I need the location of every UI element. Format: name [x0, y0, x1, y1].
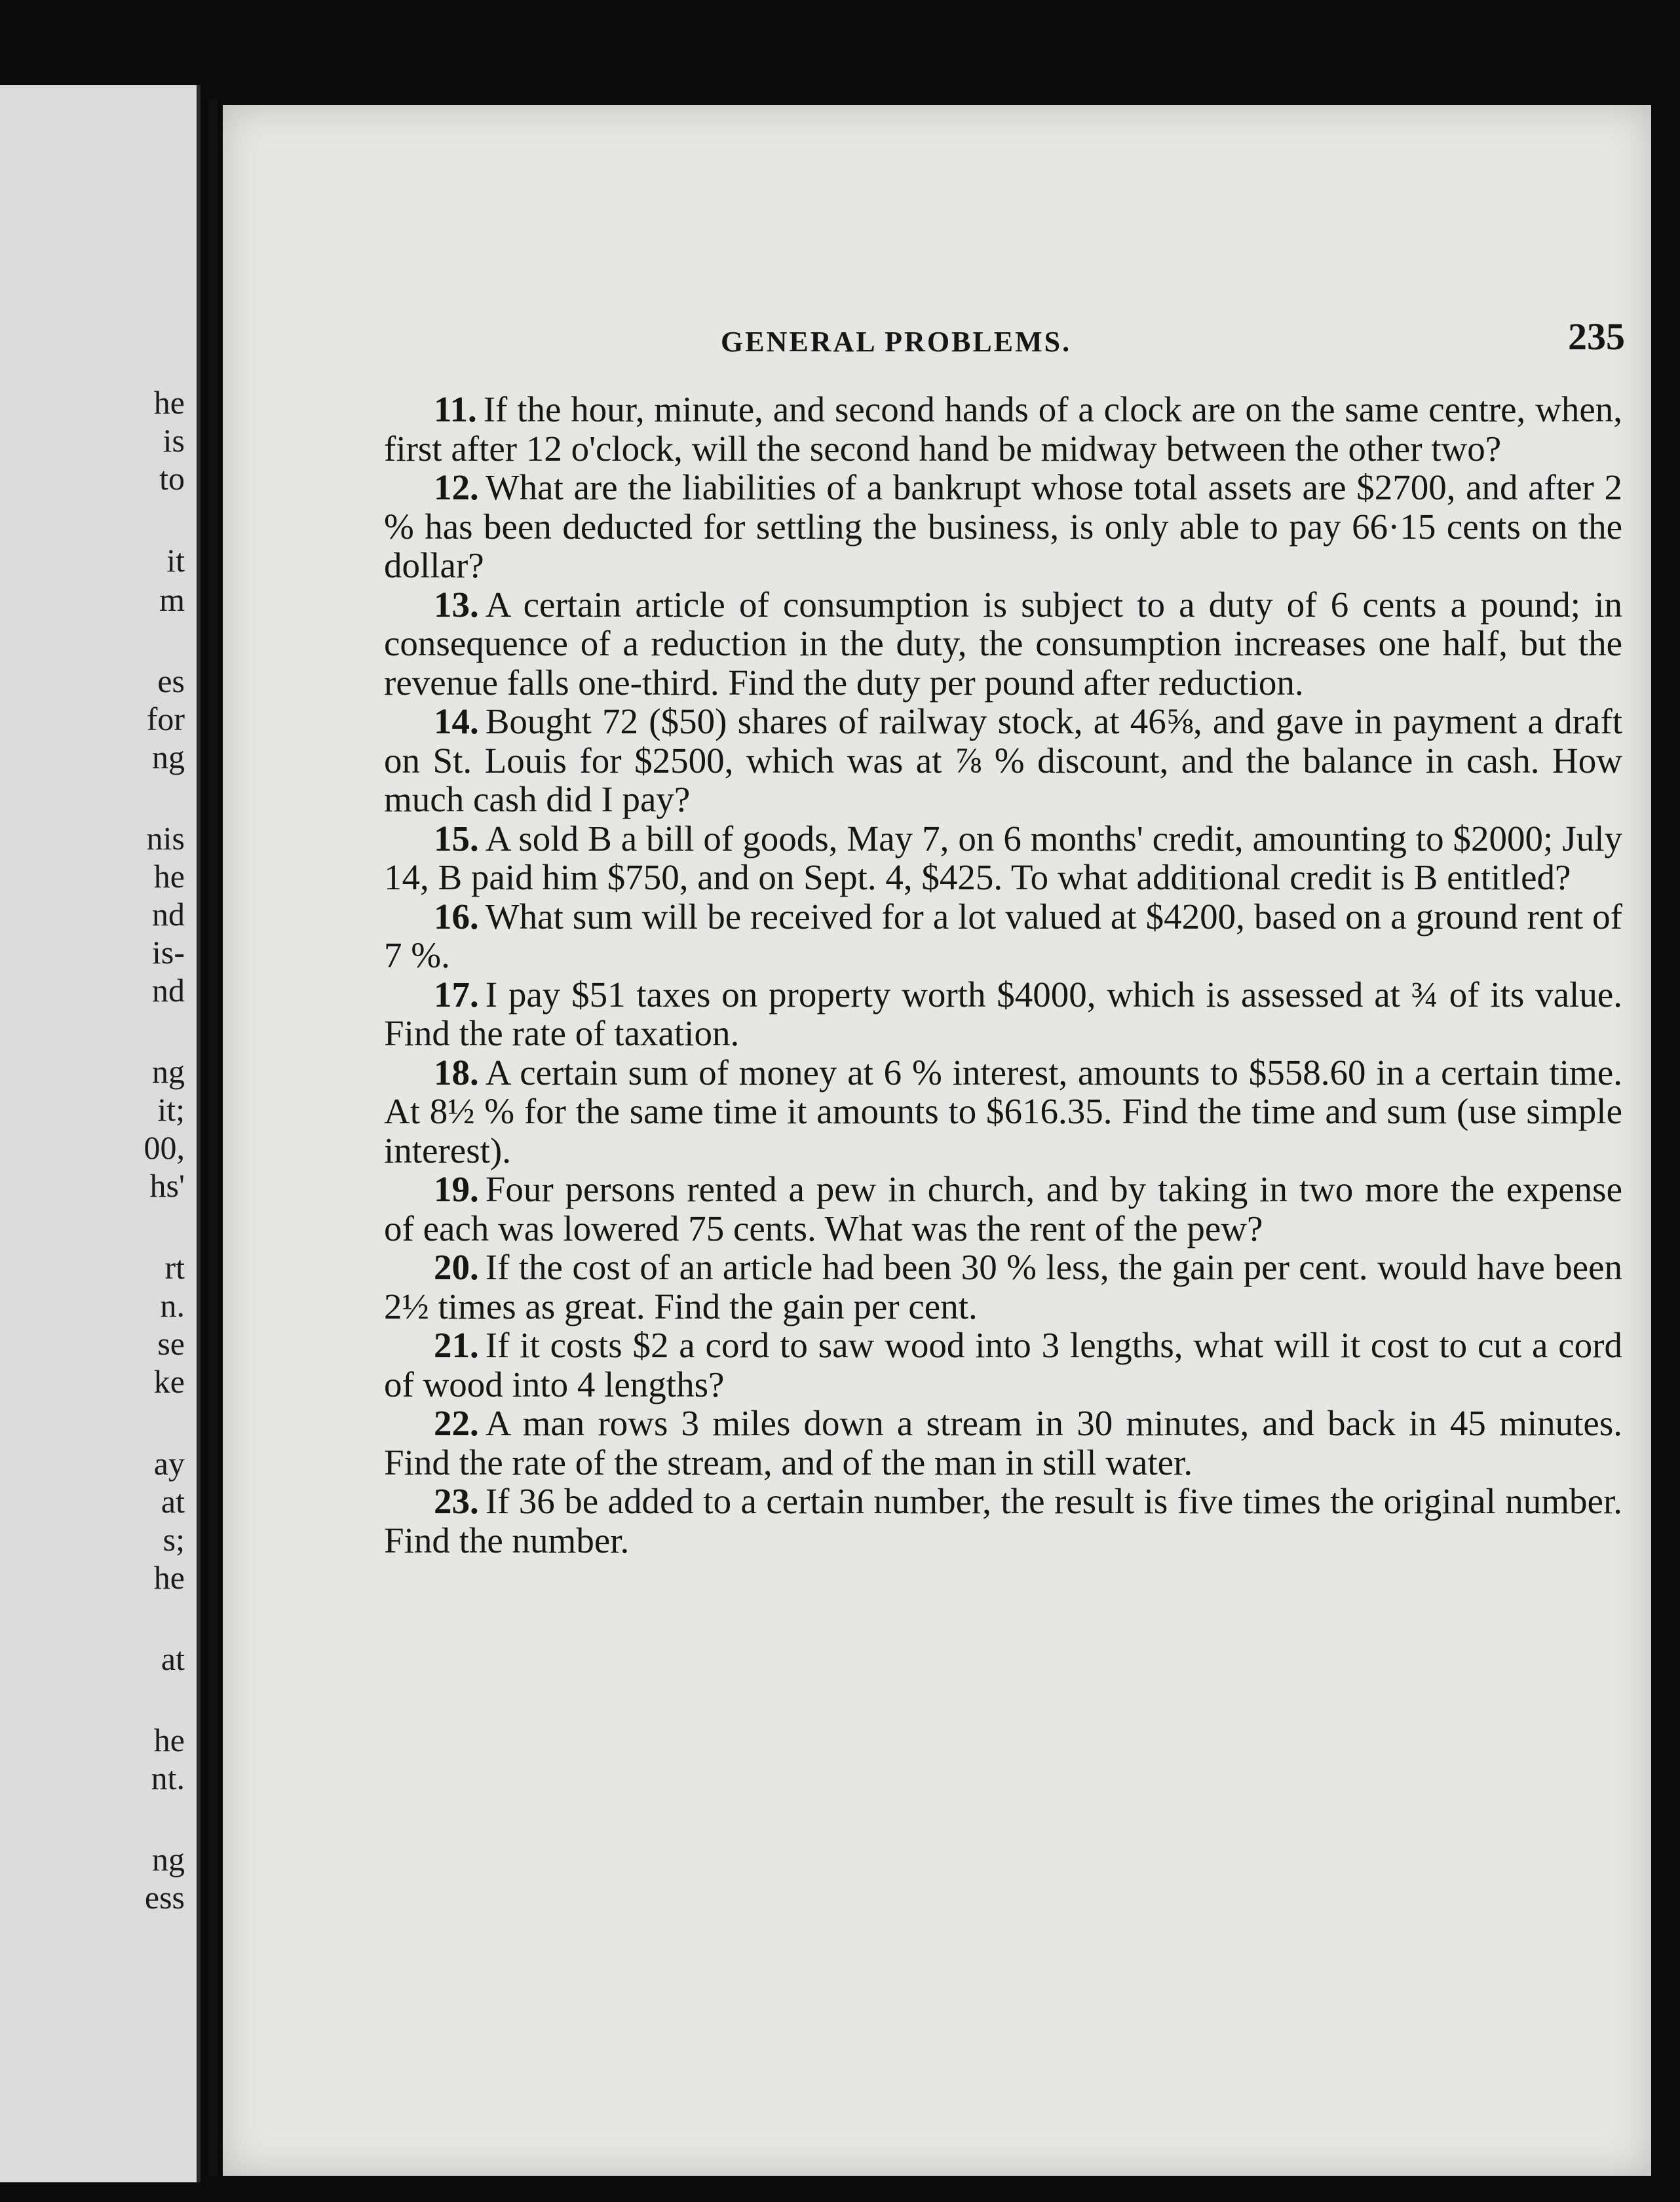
left-fragment: he	[153, 384, 185, 421]
left-fragment: nis	[146, 820, 185, 857]
problem-text: A sold B a bill of goods, May 7, on 6 months' credit, amounting to $2000; July 14, B paid him $750, and on Sept. 4, $425. To what additional credit is B entitled?	[384, 818, 1622, 897]
problem-number: 15.	[434, 818, 479, 859]
left-fragment: m	[159, 581, 185, 618]
left-fragment: ng	[152, 1841, 185, 1878]
problem-text: If the hour, minute, and second hands of a clock are on the same centre, when, first after 12 o'clock, will the second hand be midway between the other two?	[384, 389, 1622, 469]
problem-number: 16.	[434, 896, 479, 937]
left-fragment: at	[161, 1640, 185, 1677]
left-fragment: ng	[152, 1053, 185, 1090]
problem-number: 22.	[434, 1403, 479, 1443]
problem-item	[384, 585, 1622, 703]
left-fragment: es	[157, 663, 185, 699]
left-fragment: nt.	[151, 1760, 185, 1796]
problem-number: 12.	[434, 467, 479, 507]
page-header	[721, 312, 1625, 371]
left-fragment: ess	[144, 1879, 185, 1916]
left-fragment: at	[161, 1483, 185, 1520]
problem-item	[384, 1482, 1622, 1560]
problem-number: 20.	[434, 1247, 479, 1287]
problem-item	[384, 897, 1622, 975]
left-fragment: for	[146, 701, 185, 737]
left-fragment: he	[153, 1722, 185, 1758]
left-fragment: se	[157, 1325, 185, 1362]
problem-text: A man rows 3 miles down a stream in 30 minutes, and back in 45 minutes. Find the rate of the stream, and of the man in still water.	[384, 1403, 1622, 1482]
problem-number: 18.	[434, 1052, 479, 1092]
left-fragment: s;	[162, 1521, 185, 1558]
problem-item	[384, 390, 1622, 468]
problem-text: Four persons rented a pew in church, and by taking in two more the expense of each was lowered 75 cents. What was the rent of the pew?	[384, 1169, 1622, 1248]
problem-number: 14.	[434, 701, 479, 741]
running-title: GENERAL PROBLEMS.	[721, 326, 1072, 358]
left-fragment: nd	[152, 972, 185, 1009]
book-page	[223, 105, 1651, 2176]
left-fragment: he	[153, 1559, 185, 1596]
problem-number: 13.	[434, 584, 479, 625]
problem-item	[384, 1170, 1622, 1248]
left-fragment: it;	[157, 1091, 185, 1128]
problem-item	[384, 702, 1622, 819]
problem-text: If 36 be added to a certain number, the result is five times the original number. Find the number.	[384, 1481, 1622, 1560]
problem-text: What sum will be received for a lot valued at $4200, based on a ground rent of 7 %.	[384, 896, 1622, 975]
left-fragment: ay	[153, 1445, 185, 1482]
problem-item	[384, 1053, 1622, 1170]
problem-text: Bought 72 ($50) shares of railway stock, at 46⅝, and gave in payment a draft on St. Louis for $2500, which was at ⅞ % discount, and the balance in cash. How much cash did I pay?	[384, 701, 1622, 819]
problem-item	[384, 468, 1622, 585]
binding-gutter	[208, 98, 218, 2176]
problem-number: 21.	[434, 1325, 479, 1365]
problem-text: If it costs $2 a cord to saw wood into 3 lengths, what will it cost to cut a cord of wood into 4 lengths?	[384, 1325, 1622, 1404]
left-fragment: is	[162, 422, 185, 459]
problem-number: 23.	[434, 1481, 479, 1521]
left-fragment: hs'	[149, 1167, 185, 1204]
problem-number: 19.	[434, 1169, 479, 1209]
left-fragment: 00,	[143, 1129, 185, 1166]
problem-list	[384, 390, 1622, 1560]
left-fragment: ng	[152, 739, 185, 775]
problem-text: A certain article of consumption is subject to a duty of 6 cents a pound; in consequence of a reduction in the duty, the consumption increases one half, but the revenue falls one-third. Find the duty per pound after reduction.	[384, 584, 1622, 703]
left-fragment: nd	[152, 896, 185, 933]
problem-text: If the cost of an article had been 30 % less, the gain per cent. would have been 2½ times as great. Find the gain per cent.	[384, 1247, 1622, 1326]
problem-item	[384, 1404, 1622, 1482]
problem-item	[384, 975, 1622, 1053]
page-number: 235	[1568, 315, 1625, 358]
problem-text: I pay $51 taxes on property worth $4000, which is assessed at ¾ of its value. Find the rate of taxation.	[384, 974, 1622, 1053]
left-fragment: to	[159, 460, 185, 497]
left-fragment: he	[153, 858, 185, 895]
problem-item	[384, 1326, 1622, 1404]
problem-text: A certain sum of money at 6 % interest, amounts to $558.60 in a certain time. At 8½ % for the same time it amounts to $616.35. Find the time and sum (use simple interest).	[384, 1052, 1622, 1170]
problem-text: What are the liabilities of a bankrupt whose total assets are $2700, and after 2 % has been deducted for settling the business, is only able to pay 66·15 cents on the dollar?	[384, 467, 1622, 585]
problem-number: 11.	[434, 389, 477, 429]
previous-page-edge	[0, 85, 200, 2182]
problem-item	[384, 1248, 1622, 1326]
left-fragment: rt	[164, 1249, 185, 1286]
problem-number: 17.	[434, 974, 479, 1014]
left-fragment: it	[166, 542, 185, 579]
left-fragment: ke	[153, 1363, 185, 1400]
left-fragment: n.	[160, 1287, 185, 1324]
problem-item	[384, 819, 1622, 897]
left-fragment: is-	[152, 934, 185, 971]
